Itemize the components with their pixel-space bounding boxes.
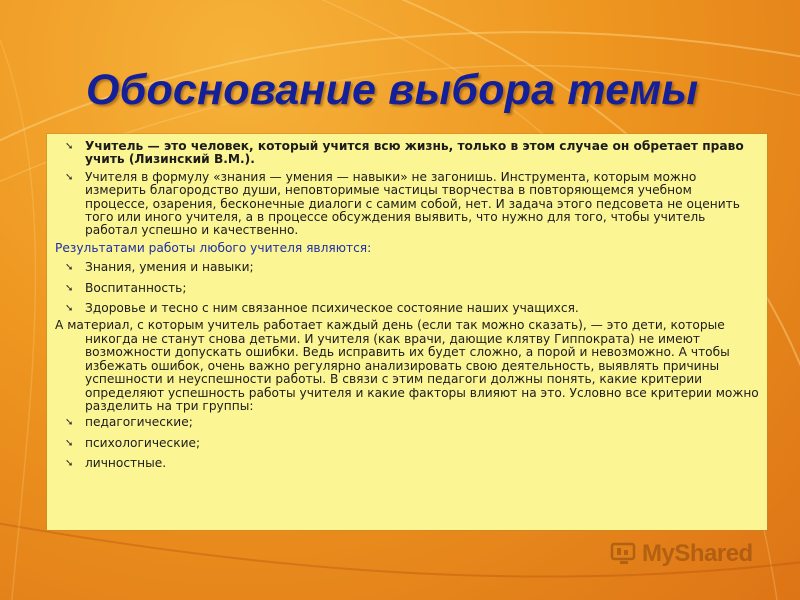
arrow-bullet-icon: ➘ bbox=[65, 458, 74, 470]
group-item-text: педагогические; bbox=[85, 415, 193, 430]
watermark-text: MyShared bbox=[642, 540, 753, 567]
results-item bbox=[55, 282, 759, 295]
results-item bbox=[55, 261, 759, 274]
myshared-logo-icon bbox=[610, 542, 638, 566]
arrow-bullet-icon: ➘ bbox=[65, 437, 74, 449]
results-item-text: Здоровье и тесно с ним связанное психическое состояние наших учащихся. bbox=[85, 301, 579, 316]
results-item-text: Знания, умения и навыки; bbox=[85, 260, 254, 275]
slide-title: Обоснование выбора темы bbox=[86, 66, 699, 114]
arrow-bullet-icon: ➘ bbox=[65, 417, 74, 429]
quote-bullet bbox=[55, 140, 759, 167]
arrow-bullet-icon: ➘ bbox=[65, 303, 74, 315]
formula-bullet bbox=[55, 171, 759, 238]
arrow-bullet-icon: ➘ bbox=[65, 171, 74, 183]
results-item bbox=[55, 302, 759, 315]
group-item bbox=[55, 416, 759, 429]
material-paragraph: А материал, с которым учитель работает каждый день (если так можно сказать), — это дети, которые никогда не станут снова детьми. И учителя (как врачи, дающие клятву Гиппократа) не имеют возможности допускать ошибки. Ведь исправить их будет сложно, а порой и невозможно. А чтобы избежать ошибок, очень важно регулярно анализировать свою деятельность, выявлять причины успешности и неуспешности работы. В связи с этим педагоги должны понять, какие критерии определяют успешность работы учителя и какие факторы влияют на это. Условно все критерии можно разделить на три группы: bbox=[55, 318, 759, 413]
myshared-watermark bbox=[610, 540, 753, 568]
group-item-text: личностные. bbox=[85, 456, 167, 471]
group-item bbox=[55, 437, 759, 450]
quote-text: Учитель — это человек, который учится всю жизнь, только в этом случае он обретает право учить (Лизинский В.М.). bbox=[85, 139, 744, 167]
results-heading: Результатами работы любого учителя являются: bbox=[55, 240, 372, 255]
arrow-bullet-icon: ➘ bbox=[65, 141, 74, 152]
content-panel bbox=[47, 134, 767, 530]
results-item-text: Воспитанность; bbox=[85, 280, 187, 295]
formula-text: Учителя в формулу «знания — умения — навыки» не загонишь. Инструмента, которым можно измерить благородство души, неповторимые частицы творчества в повторяющемся учебном процессе, озарения, бесконечные диалоги с самим собой, нет. И задача этого педсовета не оценить того или иного учителя, а в процессе обсуждения выявить, что нужно для того, чтобы учитель работал успешно и качественно. bbox=[85, 169, 740, 238]
group-item-text: психологические; bbox=[85, 435, 201, 450]
arrow-bullet-icon: ➘ bbox=[65, 282, 74, 294]
group-item bbox=[55, 457, 759, 470]
arrow-bullet-icon: ➘ bbox=[65, 262, 74, 274]
